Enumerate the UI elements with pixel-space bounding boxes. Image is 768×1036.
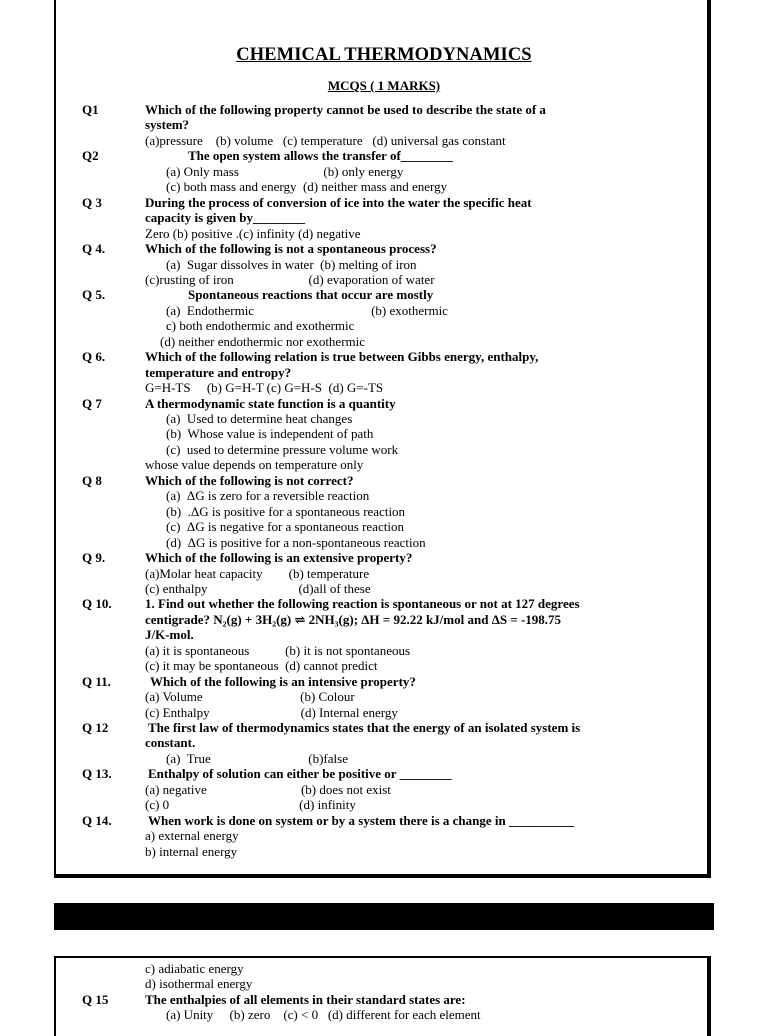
question-text: The open system allows the transfer of________	[188, 148, 453, 164]
question-text: The first law of thermodynamics states that the energy of an isolated system is	[148, 720, 581, 735]
answer-option-line: (d) ΔG is positive for a non-spontaneous reaction	[166, 534, 426, 550]
answer-option-line: (c) it may be spontaneous (d) cannot predict	[145, 658, 378, 674]
answer-option-line: (a) Sugar dissolves in water (b) melting of iron	[166, 256, 417, 272]
answer-option-line: (a) Endothermic (b) exothermic	[166, 302, 448, 318]
question-text: Which of the following relation is true between Gibbs energy, enthalpy,	[145, 349, 539, 365]
question-number: Q 14.	[82, 812, 112, 828]
question-number: Q 13.	[82, 766, 112, 782]
answer-option-line: temperature and entropy?	[145, 364, 292, 380]
answer-option-line: whose value depends on temperature only	[145, 457, 364, 473]
question-text: Which of the following is not a spontaneous process?	[145, 241, 437, 257]
answer-option-line: (a)pressure (b) volume (c) temperature (d) universal gas constant	[145, 132, 506, 148]
answer-option-line: constant.	[145, 735, 196, 751]
answer-option-line: (c)rusting of iron (d) evaporation of water	[145, 271, 435, 287]
answer-option-line: (c) enthalpy (d)all of these	[145, 580, 371, 596]
question-text: A thermodynamic state function is a quantity	[145, 395, 396, 411]
answer-option-line: (c) both mass and energy (d) neither mass and energy	[166, 179, 448, 195]
question-number: Q 11.	[82, 673, 111, 689]
answer-option-line: (d) neither endothermic nor exothermic	[160, 333, 366, 349]
answer-option-line: c) both endothermic and exothermic	[166, 318, 355, 334]
question-number: Q 7	[82, 395, 102, 411]
question-number: Q2	[82, 148, 99, 164]
answer-option-line: c) adiabatic energy	[145, 961, 244, 976]
question-number: Q 9.	[82, 550, 106, 566]
answer-option-line: a) external energy	[145, 828, 239, 844]
question-text: During the process of conversion of ice into the water the specific heat	[145, 194, 532, 210]
question-number: Q 4.	[82, 241, 106, 257]
document-title: CHEMICAL THERMODYNAMICS	[236, 45, 532, 65]
answer-option-line: (c) ΔG is negative for a spontaneous reaction	[166, 519, 404, 535]
question-text: Which of the following is not correct?	[145, 472, 354, 488]
answer-option-line: (a) ΔG is zero for a reversible reaction	[166, 488, 370, 504]
answer-option-line: (a) it is spontaneous (b) it is not spontaneous	[145, 642, 411, 658]
answer-option-line: (a) Used to determine heat changes	[166, 411, 353, 426]
answer-option-line: (c) Enthalpy (d) Internal energy	[145, 704, 398, 720]
question-text: Which of the following property cannot be used to describe the state of a	[145, 102, 546, 117]
question-text: Spontaneous reactions that occur are mostly	[188, 287, 434, 303]
question-text: 1. Find out whether the following reaction is spontaneous or not at 127 degrees	[145, 596, 580, 612]
question-number: Q 15	[82, 991, 109, 1007]
answer-option-line: (c) 0 (d) infinity	[145, 797, 356, 813]
answer-option-line: (a) True (b)false	[166, 750, 348, 766]
answer-option-line: (b) Whose value is independent of path	[166, 426, 374, 442]
answer-option-line: centigrade? N₂(g) + 3H₂(g) ⇌ 2NH₃(g); ΔH = 92.22 kJ/mol and ΔS = -198.75	[145, 611, 562, 627]
document-subtitle: MCQS ( 1 MARKS)	[327, 78, 441, 93]
question-number: Q 6.	[82, 349, 106, 365]
answer-option-line: G=H-TS (b) G=H-T (c) G=H-S (d) G=-TS	[145, 380, 384, 396]
answer-option-line: (b) .ΔG is positive for a spontaneous reaction	[166, 503, 406, 519]
question-number: Q 12	[82, 720, 109, 735]
question-number: Q 10.	[82, 596, 112, 612]
question-number: Q 8	[82, 472, 102, 488]
answer-option-line: Zero (b) positive .(c) infinity (d) negative	[145, 225, 361, 241]
answer-option-line: (a) negative (b) does not exist	[145, 781, 391, 797]
question-text: Which of the following is an extensive property?	[145, 550, 413, 566]
question-text: The enthalpies of all elements in their standard states are:	[145, 991, 466, 1007]
answer-option-line: (a)Molar heat capacity (b) temperature	[145, 565, 370, 581]
answer-option-line: (a) Volume (b) Colour	[145, 689, 355, 705]
question-text: Which of the following is an intensive property?	[150, 673, 416, 689]
answer-option-line: J/K-mol.	[145, 627, 194, 643]
answer-option-line: (a) Unity (b) zero (c) < 0 (d) different for each element	[166, 1007, 481, 1023]
question-text: When work is done on system or by a system there is a change in __________	[148, 812, 575, 828]
answer-option-line: (c) used to determine pressure volume work	[166, 441, 399, 457]
question-number: Q 3	[82, 194, 102, 210]
question-text: Enthalpy of solution can either be positive or ________	[148, 766, 452, 782]
answer-option-line: system?	[145, 117, 190, 133]
page-separator-bar	[54, 903, 714, 930]
question-number: Q1	[82, 102, 99, 117]
question-number: Q 5.	[82, 287, 106, 303]
answer-option-line: b) internal energy	[145, 843, 238, 859]
answer-option-line: d) isothermal energy	[145, 976, 253, 992]
answer-option-line: (a) Only mass (b) only energy	[166, 163, 404, 179]
answer-option-line: capacity is given by________	[145, 210, 305, 226]
